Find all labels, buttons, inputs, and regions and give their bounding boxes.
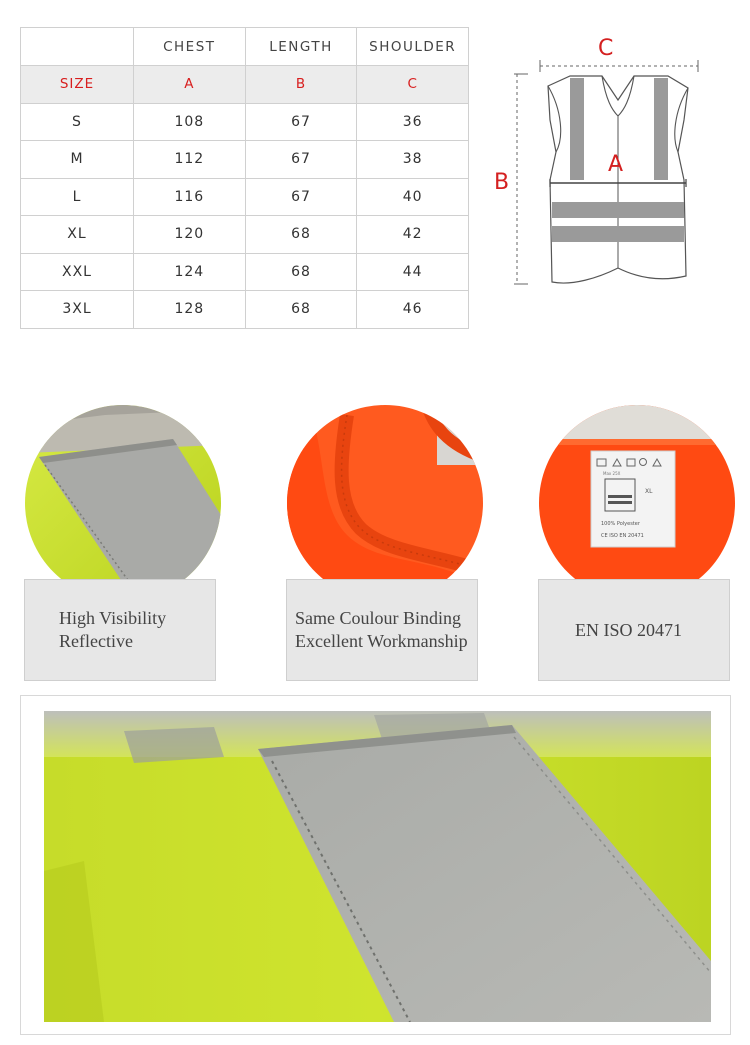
reflective-tape-closeup-photo [44,711,711,1022]
table-row [21,103,469,141]
table-cell: 40 [357,178,469,216]
vest-measurement-diagram [490,30,730,300]
feature-caption [286,579,478,681]
table-header-cell: CHEST [134,28,246,66]
table-cell: 108 [134,103,246,141]
feature-card-binding [286,405,486,683]
feature-caption-line: EN ISO 20471 [575,619,682,640]
table-cell: 42 [357,216,469,254]
table-cell: 36 [357,103,469,141]
table-row [21,291,469,329]
care-label-size: XL [645,488,653,495]
feature-caption-line: Excellent Workmanship [295,631,468,651]
feature-caption [538,579,730,681]
table-letter-cell: C [357,66,469,104]
diagram-label-chest: A [608,152,624,177]
table-cell: 68 [245,291,357,329]
feature-caption-line: High Visibility [59,608,167,628]
table-cell: 116 [134,178,246,216]
table-header-cell: LENGTH [245,28,357,66]
table-cell: 38 [357,141,469,179]
reflective-tape-photo [25,405,221,601]
orange-binding-photo [287,405,483,601]
table-cell: 67 [245,103,357,141]
table-cell: S [21,103,134,141]
table-cell: 3XL [21,291,134,329]
care-label-standard: CE ISO EN 20471 [601,533,644,539]
table-header-cell [21,28,134,66]
table-cell: XL [21,216,134,254]
care-label-material: 100% Polyester [601,521,640,527]
table-letter-cell: A [134,66,246,104]
table-cell: 67 [245,178,357,216]
table-cell: 46 [357,291,469,329]
table-row [21,216,469,254]
care-label-photo [539,405,735,601]
care-label-wash: Max 25X [603,471,621,476]
size-chart-table [20,27,469,329]
table-letter-row [21,66,469,104]
diagram-label-length: B [494,170,510,195]
table-cell: 44 [357,253,469,291]
table-cell: M [21,141,134,179]
table-cell: 128 [134,291,246,329]
feature-card-high-visibility [24,405,224,683]
table-header-row [21,28,469,66]
table-letter-cell: SIZE [21,66,134,104]
table-cell: XXL [21,253,134,291]
feature-caption-line: Same Coulour Binding [295,608,461,628]
table-letter-cell: B [245,66,357,104]
table-cell: 124 [134,253,246,291]
table-cell: 68 [245,216,357,254]
feature-card-standard [538,405,738,683]
feature-caption [24,579,216,681]
table-row [21,178,469,216]
table-header-cell: SHOULDER [357,28,469,66]
table-row [21,253,469,291]
table-cell: 120 [134,216,246,254]
diagram-label-shoulder: C [598,36,614,61]
table-cell: L [21,178,134,216]
table-cell: 112 [134,141,246,179]
feature-caption-line: Reflective [59,631,133,651]
table-row [21,141,469,179]
closeup-photo-frame [20,695,731,1035]
table-cell: 67 [245,141,357,179]
table-cell: 68 [245,253,357,291]
